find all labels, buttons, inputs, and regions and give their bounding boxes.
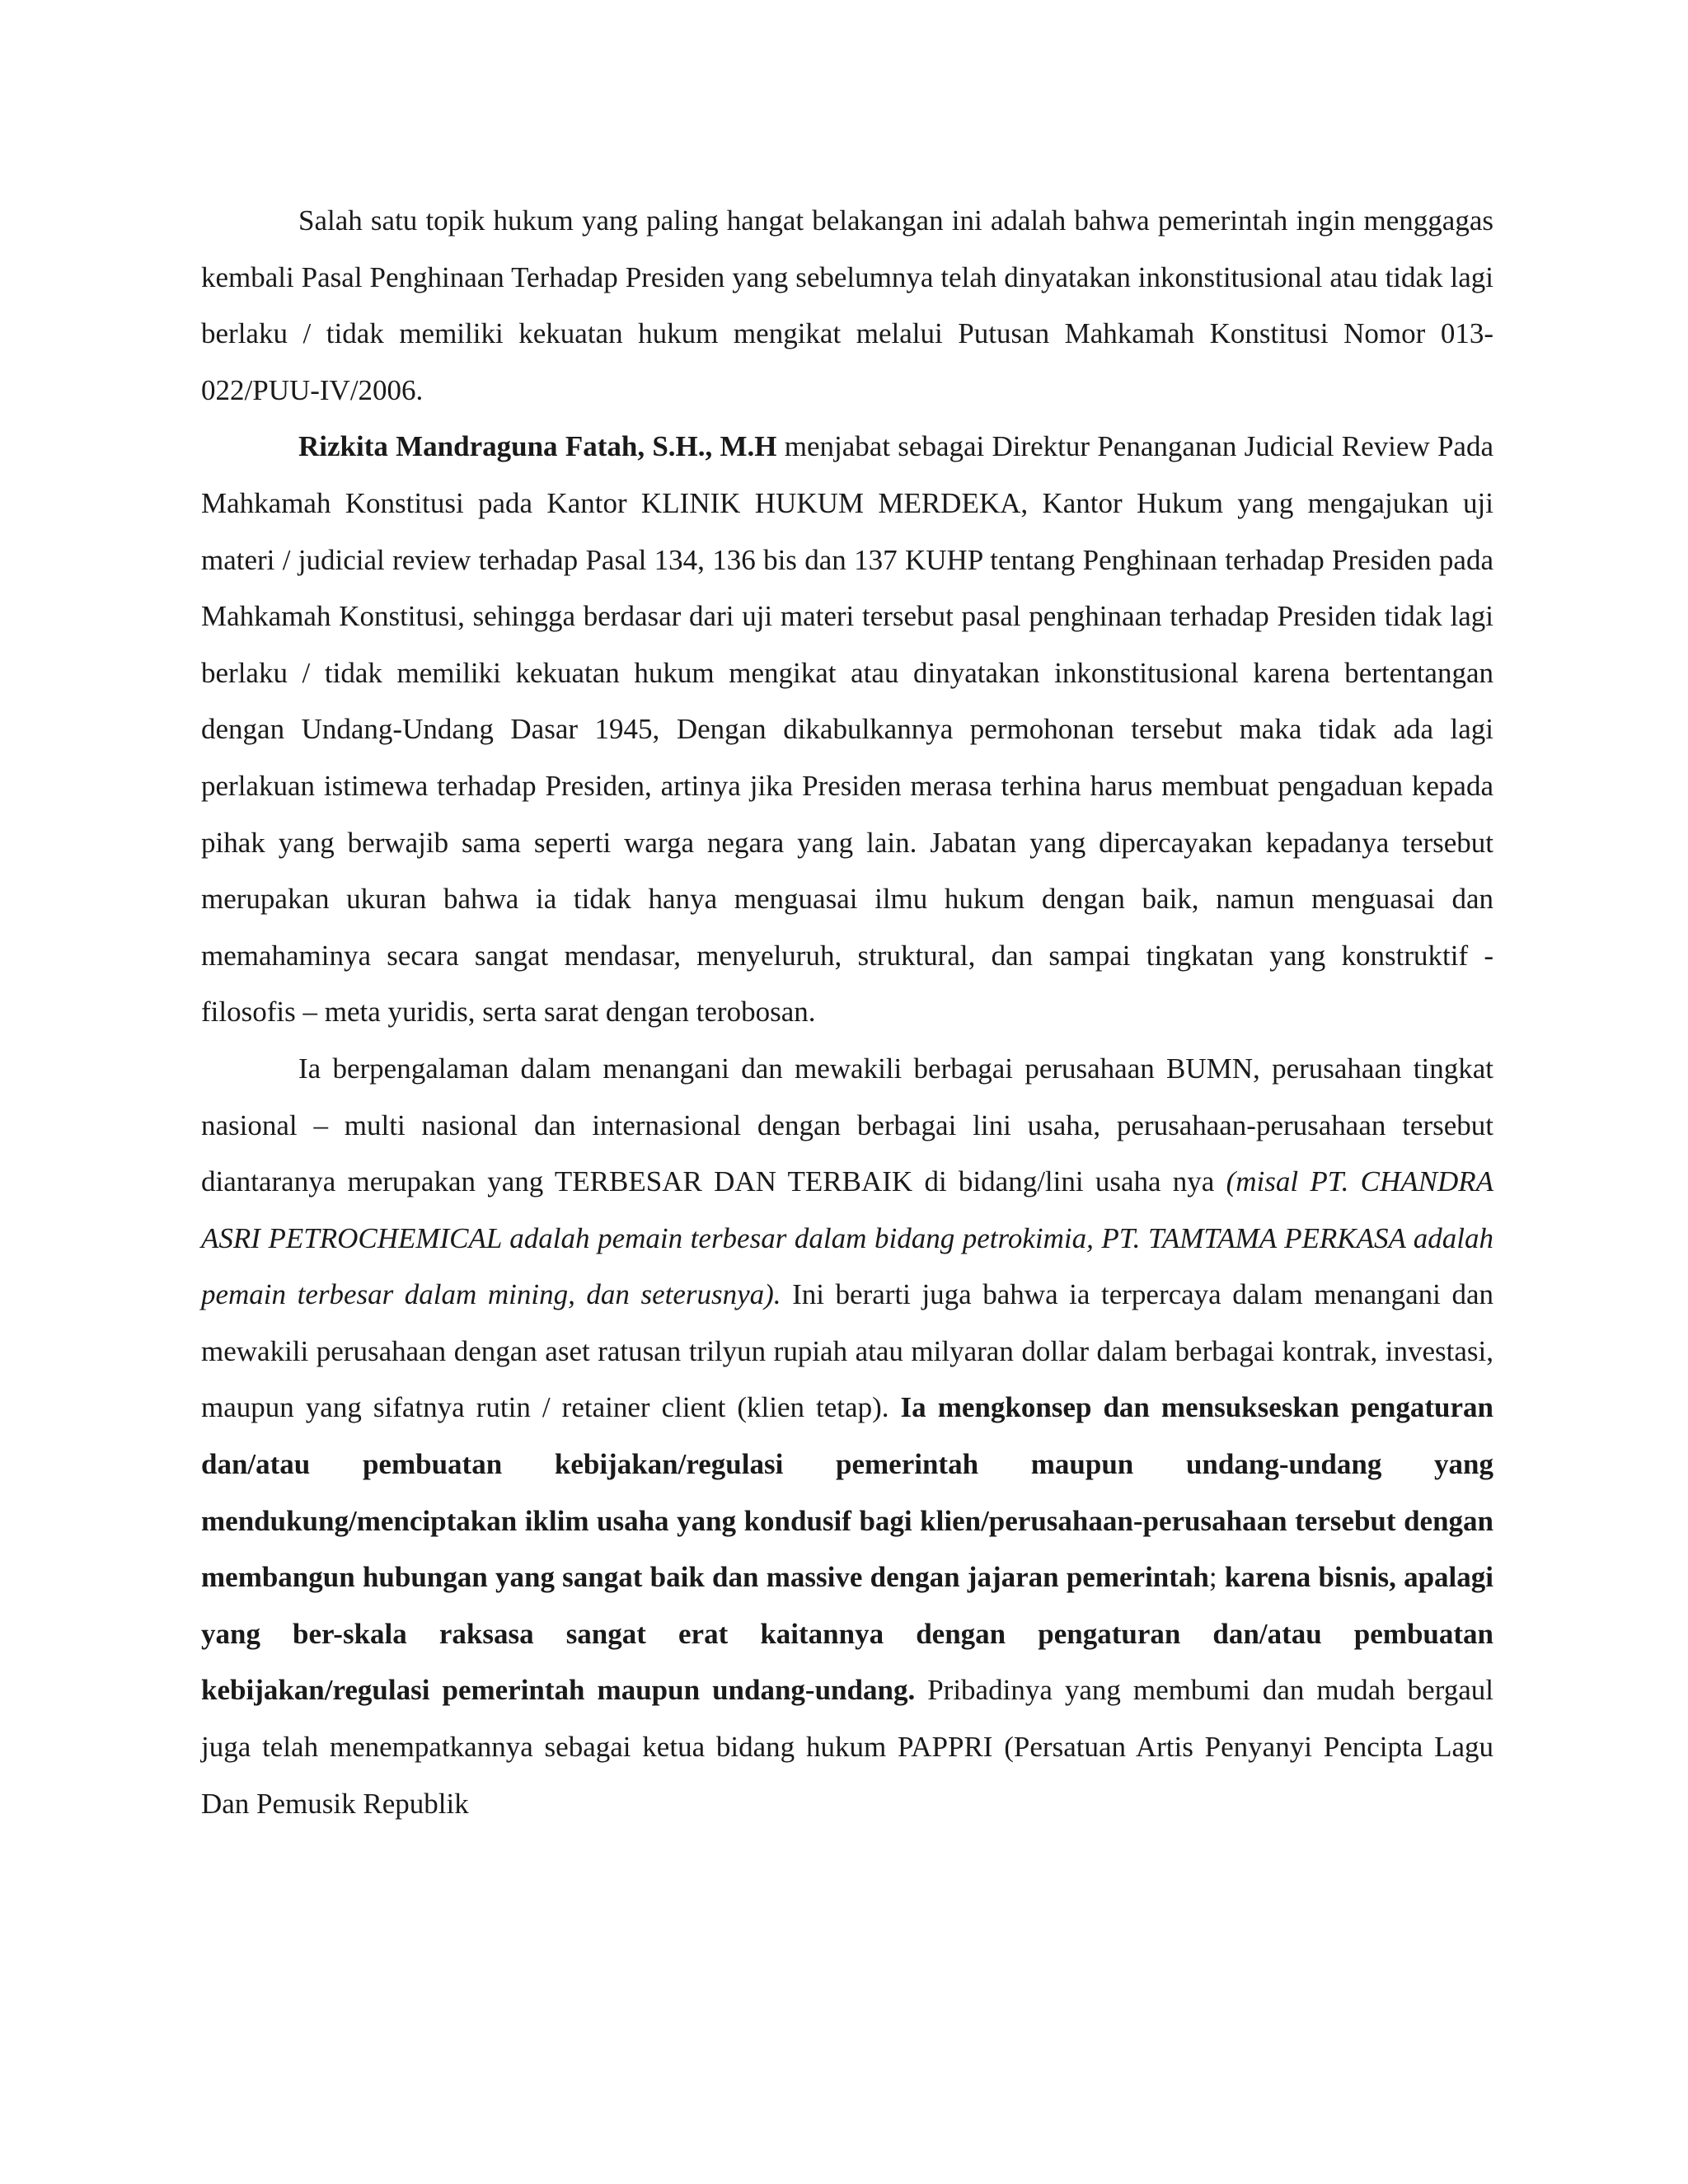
person-name: Rizkita Mandraguna Fatah, S.H., M.H [298,430,777,463]
paragraph-3-bold-a: Ia mengkonsep dan mensukseskan pengaturan dan/atau pembuatan kebijakan/regulasi pemerintah maupun undang-undang yang mendukung/menciptakan iklim usaha yang kondusif bagi klien/perusahaan-perusahaan tersebut dengan membangun hubungan yang sangat baik dan massive dengan jajaran pemerintah [201,1391,1493,1594]
paragraph-3-text-c: Pribadinya yang membumi dan mudah bergaul juga telah menempatkannya sebagai ketua bidang hukum PAPPRI (Persatuan Artis Penyanyi Pencipta Lagu Dan Pemusik Republik [201,1674,1494,1820]
paragraph-2 [201,419,1493,1041]
paragraph-3-semicolon: ; [1208,1561,1225,1594]
paragraph-3-bold-b: karena bisnis, apalagi yang ber-skala raksasa sangat erat kaitannya dengan pengaturan dan/atau pembuatan kebijakan/regulasi pemerintah maupun undang-undang. [201,1561,1493,1707]
paragraph-3-text-b: Ini berarti juga bahwa ia terpercaya dalam menangani dan mewakili perusahaan dengan aset ratusan trilyun rupiah atau milyaran dollar dalam berbagai kontrak, investasi, maupun yang sifatnya rutin / retainer client (klien tetap). [201,1278,1493,1424]
paragraph-1 [201,193,1493,419]
paragraph-3-text-a: Ia berpengalaman dalam menangani dan mewakili berbagai perusahaan BUMN, perusahaan tingkat nasional – multi nasional dan internasional dengan berbagai lini usaha, perusahaan-perusahaan tersebut diantaranya merupakan yang TERBESAR DAN TERBAIK di bidang/lini usaha nya [201,1052,1493,1198]
paragraph-2-text: menjabat sebagai Direktur Penanganan Judicial Review Pada Mahkamah Konstitusi pada Kantor KLINIK HUKUM MERDEKA, Kantor Hukum yang mengajukan uji materi / judicial review terhadap Pasal 134, 136 bis dan 137 KUHP tentang Penghinaan terhadap Presiden pada Mahkamah Konstitusi, sehingga berdasar dari uji materi tersebut pasal penghinaan terhadap Presiden tidak lagi berlaku / tidak memiliki kekuatan hukum mengikat atau dinyatakan inkonstitusional karena bertentangan dengan Undang-Undang Dasar 1945, Dengan dikabulkannya permohonan tersebut maka tidak ada lagi perlakuan istimewa terhadap Presiden, artinya jika Presiden merasa terhina harus membuat pengaduan kepada pihak yang berwajib sama seperti warga negara yang lain. Jabatan yang dipercayakan kepadanya tersebut merupakan ukuran bahwa ia tidak hanya menguasai ilmu hukum dengan baik, namun menguasai dan memahaminya secara sangat mendasar, menyeluruh, struktural, dan sampai tingkatan yang konstruktif - filosofis – meta yuridis, serta sarat dengan terobosan. [201,430,1493,1029]
paragraph-3-italic-example: (misal PT. CHANDRA ASRI PETROCHEMICAL adalah pemain terbesar dalam bidang petrokimia, PT. TAMTAMA PERKASA adalah pemain terbesar dalam mining, dan seterusnya). [201,1165,1493,1311]
paragraph-3 [201,1041,1493,1832]
document-body [201,193,1493,1832]
paragraph-1-text: Salah satu topik hukum yang paling hangat belakangan ini adalah bahwa pemerintah ingin menggagas kembali Pasal Penghinaan Terhadap Presiden yang sebelumnya telah dinyatakan inkonstitusional atau tidak lagi berlaku / tidak memiliki kekuatan hukum mengikat melalui Putusan Mahkamah Konstitusi Nomor 013-022/PUU-IV/2006. [201,204,1493,406]
